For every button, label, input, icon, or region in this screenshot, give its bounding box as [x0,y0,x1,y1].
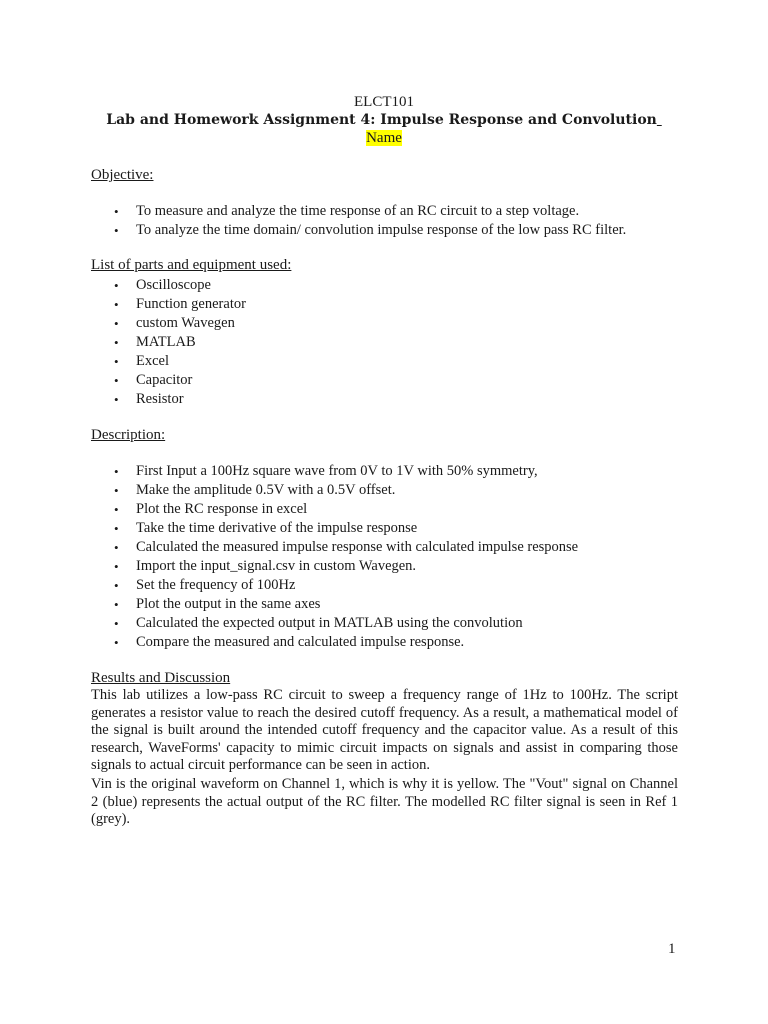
list-item-text: Capacitor [136,372,193,388]
list-item [91,614,691,633]
list-item-text: To analyze the time domain/ convolution impulse response of the low pass RC filter. [136,222,627,238]
list-item-text: Calculated the expected output in MATLAB using the convolution [136,615,523,631]
list-item [91,576,691,595]
bullet-icon: • [114,373,119,388]
bullet-icon: • [114,297,119,312]
title-trailing-underline [657,112,662,128]
list-item-text: Calculated the measured impulse response with calculated impulse response [136,539,579,555]
bullet-icon: • [114,464,119,479]
objective-list [91,202,691,240]
course-code: ELCT101 [354,94,414,110]
assignment-title-text: Lab and Homework Assignment 4: Impulse Response and Convolution [106,112,657,128]
list-item [91,390,691,409]
bullet-icon: • [114,278,119,293]
list-item [91,500,691,519]
list-item-text: First Input a 100Hz square wave from 0V to 1V with 50% symmetry, [136,463,538,479]
description-heading: Description: [91,427,166,443]
list-item [91,462,691,481]
list-item [91,333,691,352]
list-item-text: Set the frequency of 100Hz [136,577,296,593]
list-item-text: Function generator [136,296,246,312]
list-item [91,295,691,314]
list-item [91,538,691,557]
list-item [91,202,691,221]
bullet-icon: • [114,540,119,555]
page-number: 1 [668,941,676,957]
list-item [91,371,691,390]
list-item [91,314,691,333]
list-item [91,633,691,652]
list-item [91,519,691,538]
bullet-icon: • [114,502,119,517]
parts-list [91,276,691,409]
assignment-title [0,111,768,129]
list-item-text: Make the amplitude 0.5V with a 0.5V offset. [136,482,396,498]
list-item [91,276,691,295]
bullet-icon: • [114,335,119,350]
bullet-icon: • [114,354,119,369]
student-name-field [0,129,768,147]
bullet-icon: • [114,316,119,331]
bullet-icon: • [114,392,119,407]
results-heading: Results and Discussion [91,670,231,686]
list-item-text: Compare the measured and calculated impulse response. [136,634,465,650]
list-item [91,221,691,240]
bullet-icon: • [114,521,119,536]
student-name-highlight: Name [366,130,402,146]
objective-heading: Objective: [91,167,154,183]
bullet-icon: • [114,483,119,498]
list-item [91,481,691,500]
bullet-icon: • [114,204,119,219]
list-item-text: Plot the RC response in excel [136,501,308,517]
list-item-text: custom Wavegen [136,315,235,331]
bullet-icon: • [114,597,119,612]
bullet-icon: • [114,578,119,593]
bullet-icon: • [114,635,119,650]
list-item-text: Import the input_signal.csv in custom Wavegen. [136,558,417,574]
bullet-icon: • [114,616,119,631]
list-item-text: Resistor [136,391,184,407]
bullet-icon: • [114,559,119,574]
list-item [91,352,691,371]
results-paragraph-2: Vin is the original waveform on Channel 1, which is why it is yellow. The "Vout" signal on Channel 2 (blue) represents the actual output of the RC filter. The modelled RC filter signal is seen in Ref 1 (grey). [91,776,678,827]
description-list [91,462,691,652]
list-item-text: To measure and analyze the time response of an RC circuit to a step voltage. [136,203,580,219]
parts-heading: List of parts and equipment used: [91,257,292,273]
bullet-icon: • [114,223,119,238]
list-item-text: MATLAB [136,334,196,350]
list-item-text: Oscilloscope [136,277,211,293]
list-item [91,595,691,614]
list-item [91,557,691,576]
results-paragraph-1: This lab utilizes a low-pass RC circuit to sweep a frequency range of 1Hz to 100Hz. The script generates a resistor value to reach the desired cutoff frequency. As a result, a mathematical model of the signal is built around the intended cutoff frequency and the capacitor value. As a result of this research, WaveForms' capacity to mimic circuit impacts on signals and assist in comparing those signals to actual circuit performance can be seen in action. [91,687,678,773]
list-item-text: Plot the output in the same axes [136,596,321,612]
list-item-text: Excel [136,353,170,369]
list-item-text: Take the time derivative of the impulse response [136,520,418,536]
